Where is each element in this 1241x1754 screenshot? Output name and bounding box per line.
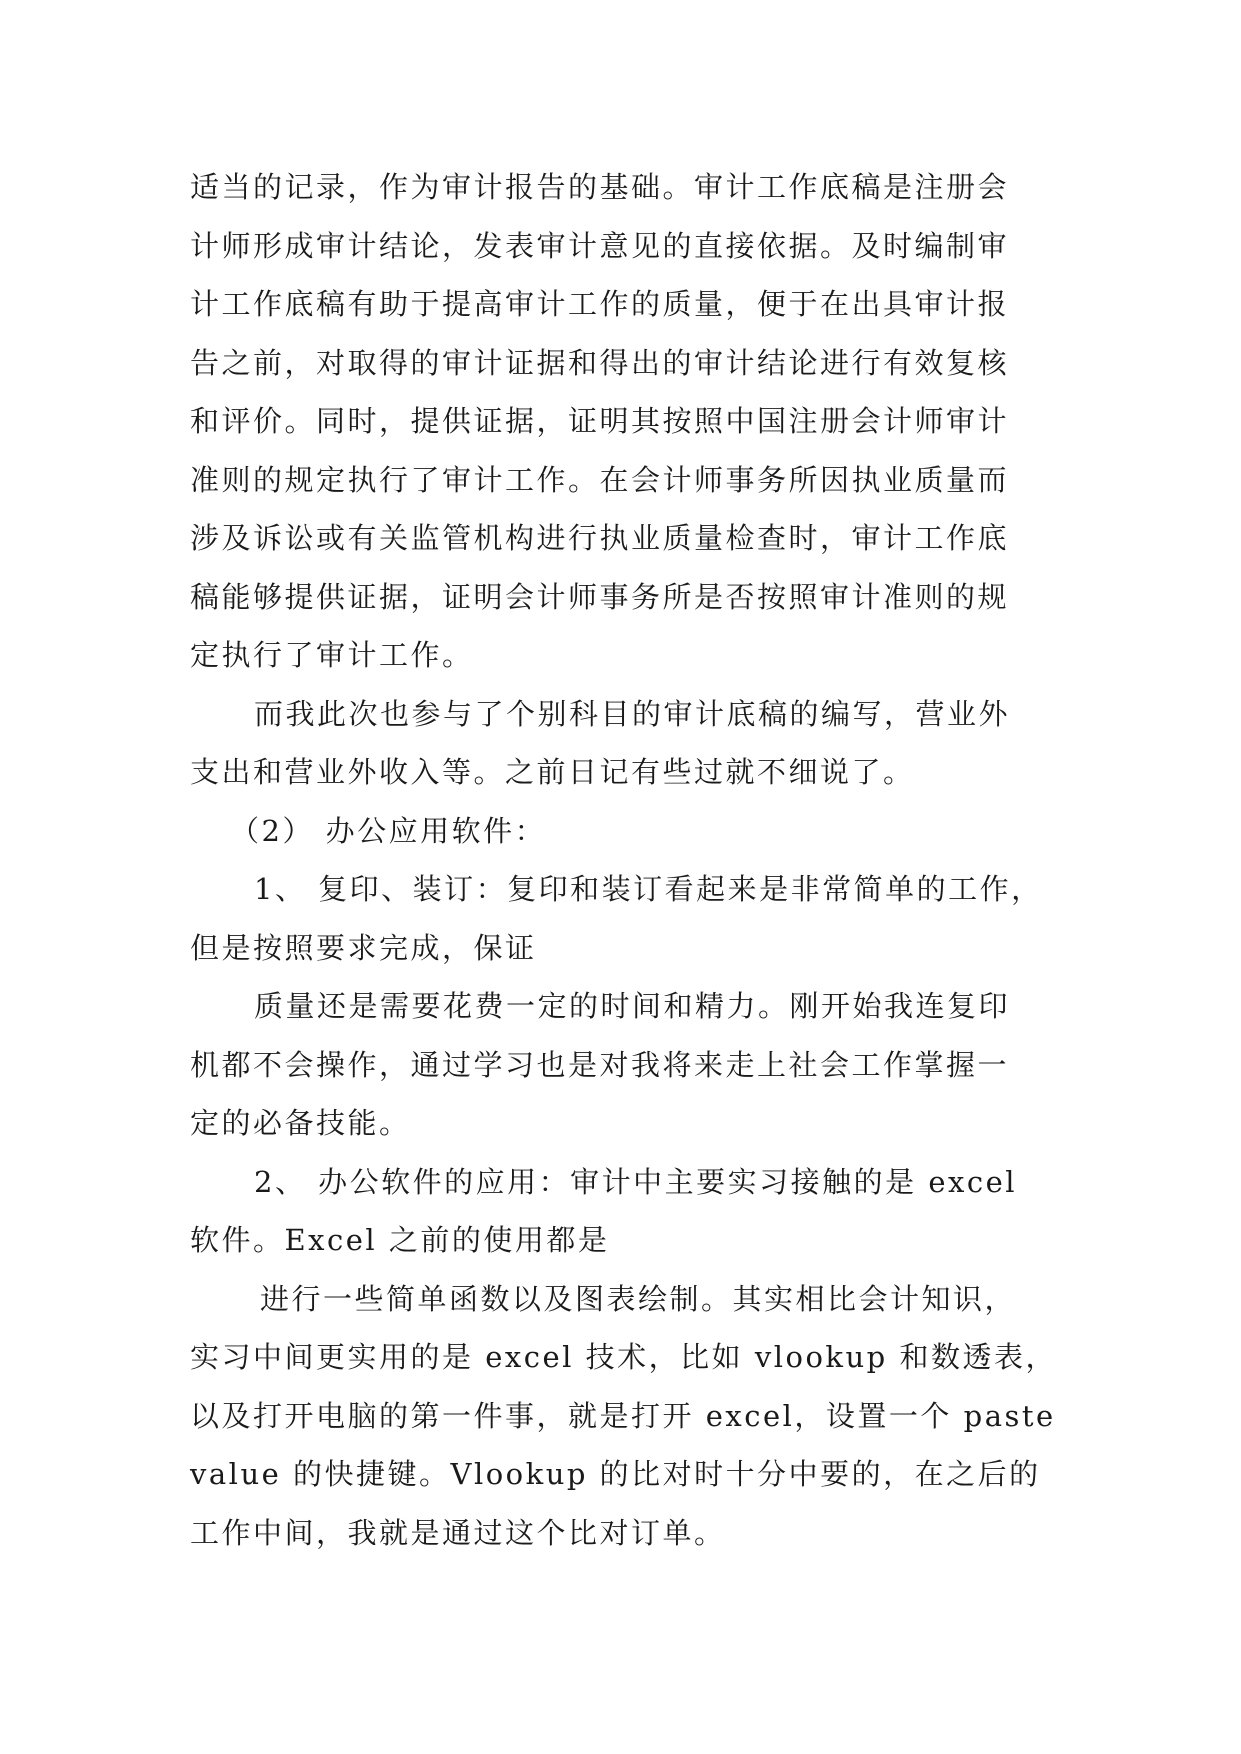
text-line: 工作中间，我就是通过这个比对订单。: [190, 1515, 726, 1550]
text-line: 机都不会操作，通过学习也是对我将来走上社会工作掌握一: [190, 1047, 1010, 1082]
text-line: 以及打开电脑的第一件事，就是打开 excel，设置一个 paste: [190, 1398, 1056, 1433]
list-item-first-line: 2、 办公软件的应用：审计中主要实习接触的是 excel: [254, 1164, 1018, 1199]
text-line: 适当的记录，作为审计报告的基础。审计工作底稿是注册会: [190, 170, 1010, 204]
paragraph-first-line: 质量还是需要花费一定的时间和精力。刚开始我连复印: [254, 989, 1011, 1023]
text-line: 定的必备技能。: [190, 1106, 411, 1140]
text-line: 但是按照要求完成，保证: [190, 930, 537, 965]
text-line: 定执行了审计工作。: [190, 638, 474, 672]
text-line: 告之前，对取得的审计证据和得出的审计结论进行有效复核: [190, 345, 1010, 380]
text-line: 稿能够提供证据，证明会计师事务所是否按照审计准则的规: [190, 579, 1010, 614]
paragraph-first-line: 而我此次也参与了个别科目的审计底稿的编写，营业外: [254, 696, 1011, 731]
text-line: 计师形成审计结论，发表审计意见的直接依据。及时编制审: [190, 228, 1010, 263]
text-line: 计工作底稿有助于提高审计工作的质量，便于在出具审计报: [190, 287, 1010, 321]
text-line: value 的快捷键。Vlookup 的比对时十分中要的，在之后的: [190, 1457, 1041, 1491]
text-line: 软件。Excel 之前的使用都是: [190, 1223, 610, 1257]
text-line: 涉及诉讼或有关监管机构进行执业质量检查时，审计工作底: [190, 521, 1010, 555]
list-item-first-line: 1、 复印、装订：复印和装订看起来是非常简单的工作，: [254, 872, 1043, 906]
section-heading: （2） 办公应用软件：: [230, 813, 547, 848]
text-line: 支出和营业外收入等。之前日记有些过就不细说了。: [190, 755, 915, 789]
text-line: 和评价。同时，提供证据，证明其按照中国注册会计师审计: [190, 404, 1010, 438]
text-line: 实习中间更实用的是 excel 技术，比如 vlookup 和数透表，: [190, 1340, 1057, 1374]
paragraph-first-line: 进行一些简单函数以及图表绘制。其实相比会计知识，: [260, 1281, 1017, 1316]
body-text: [190, 158, 1057, 1562]
text-line: 准则的规定执行了审计工作。在会计师事务所因执业质量而: [190, 462, 1010, 497]
